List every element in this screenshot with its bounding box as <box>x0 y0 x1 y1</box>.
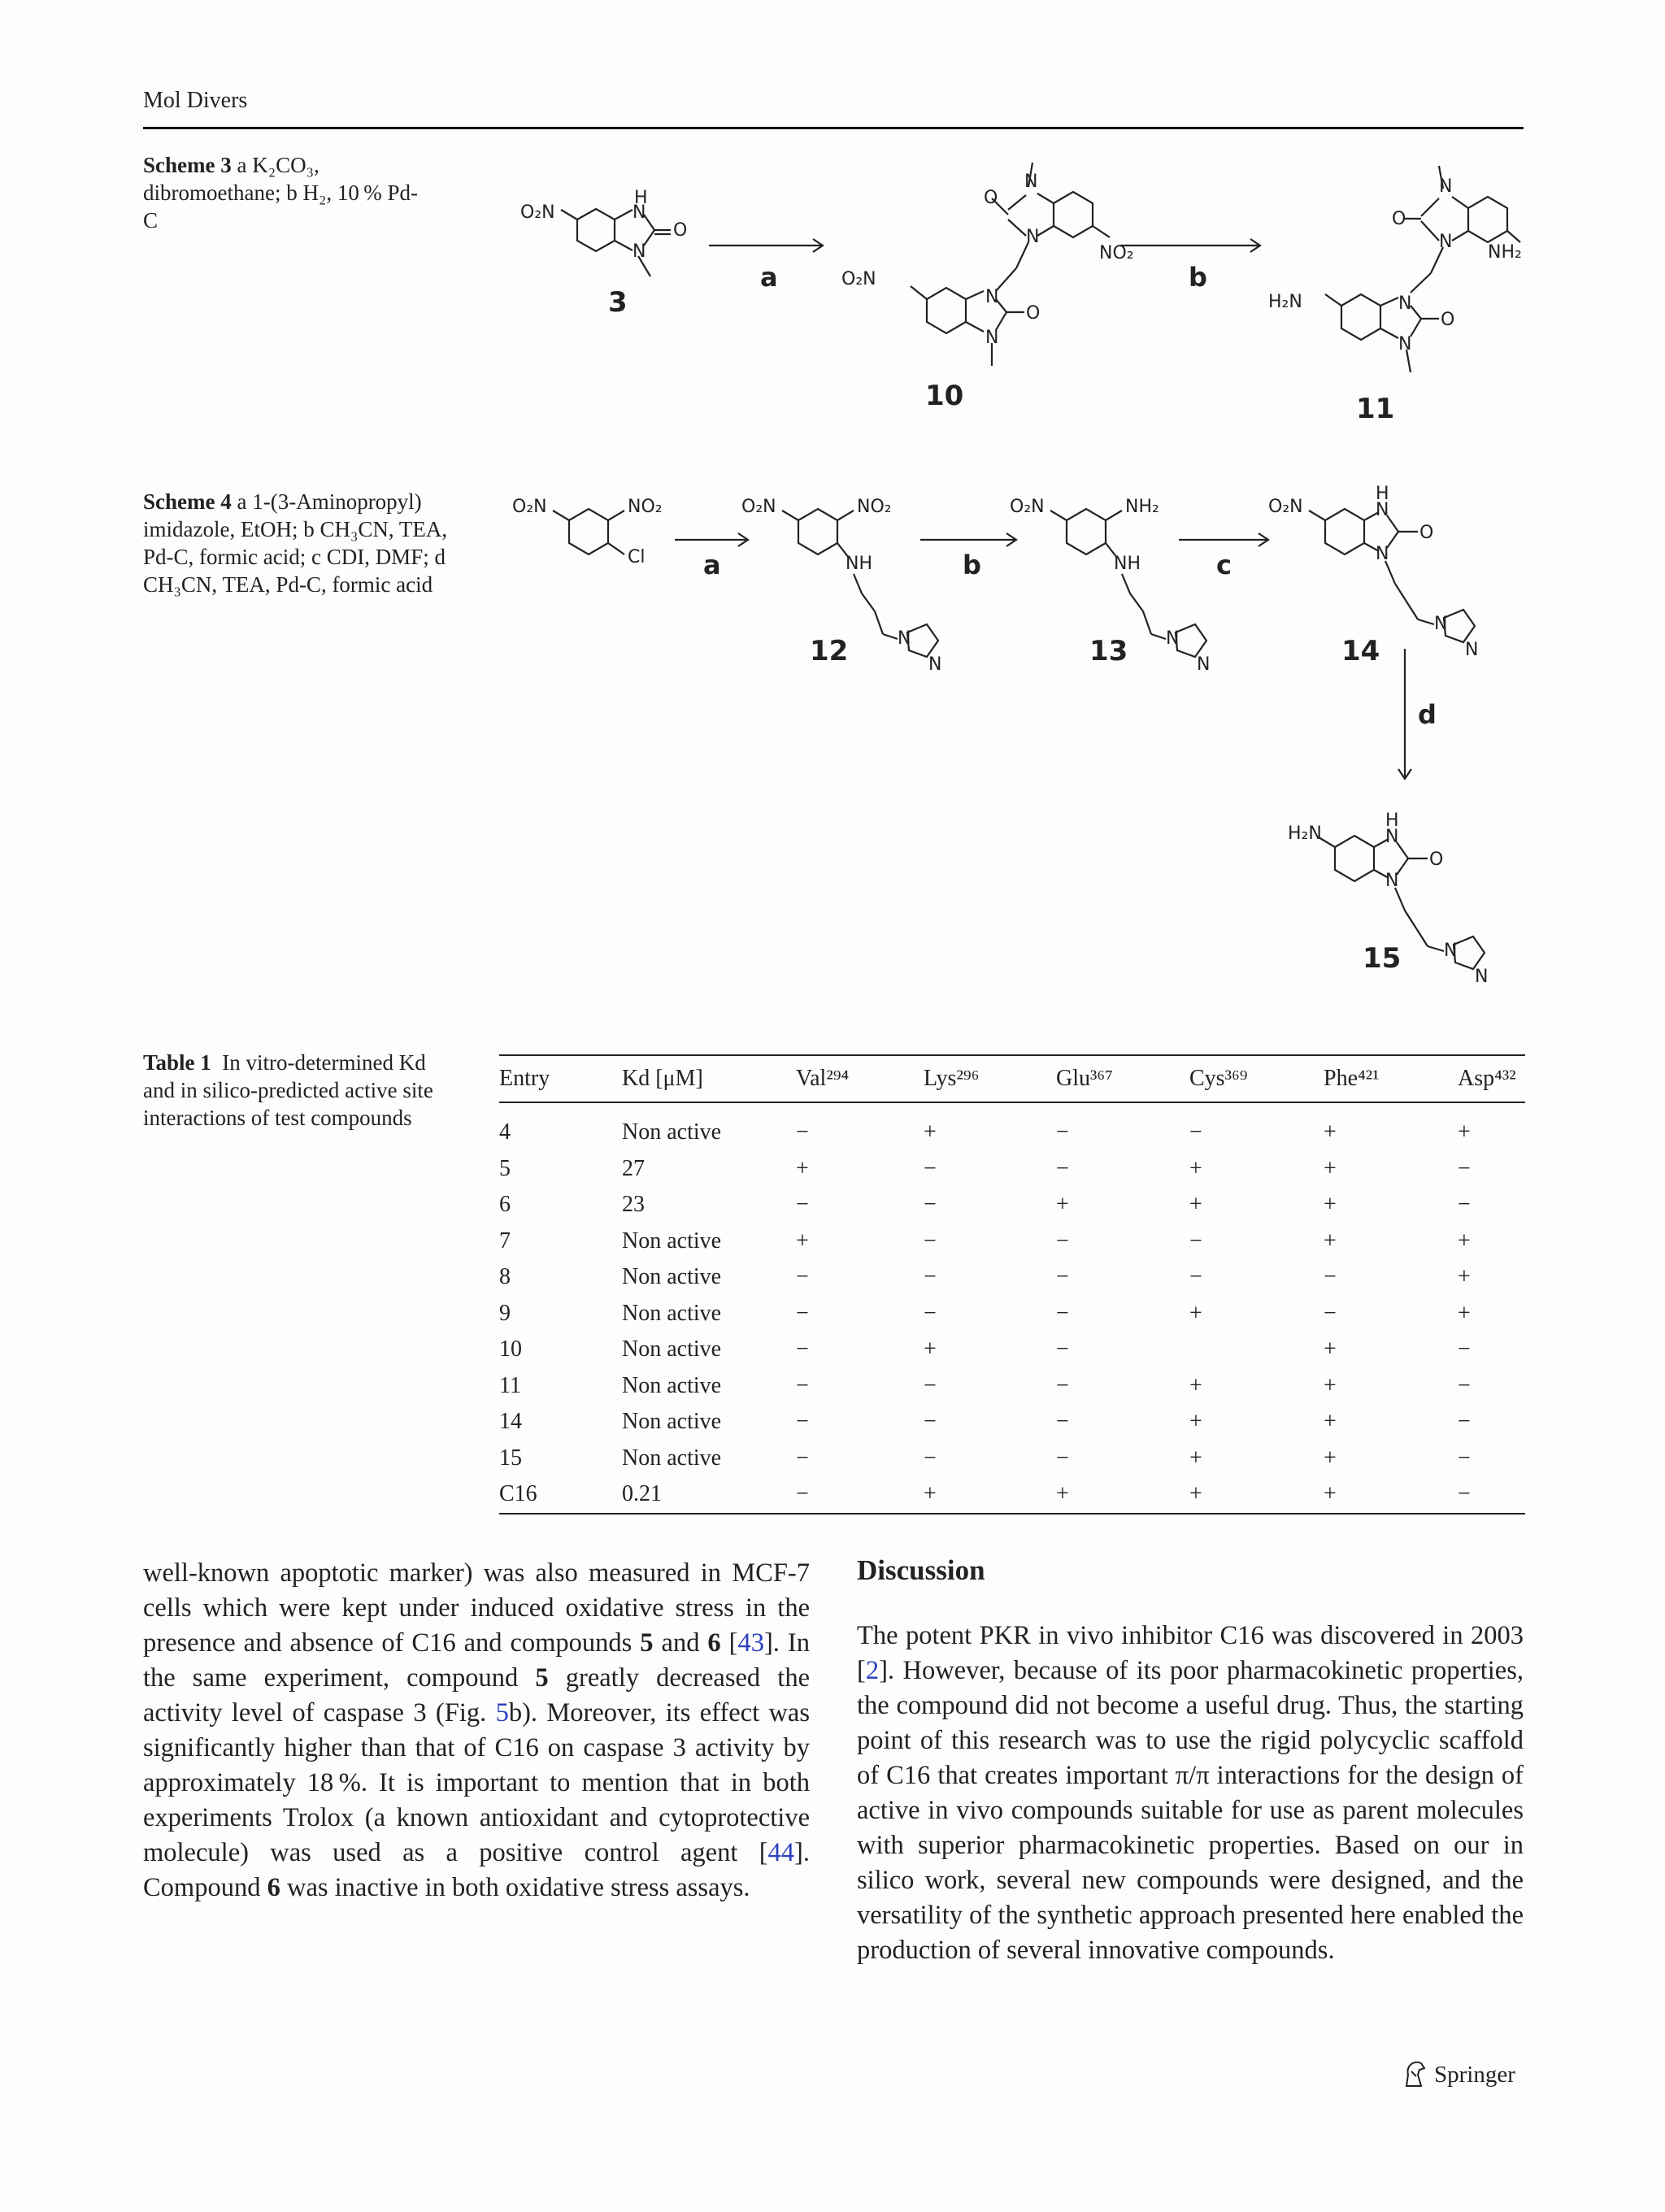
n-label: N <box>898 628 911 649</box>
interaction-cell: + <box>1324 1409 1337 1435</box>
n-label: N <box>1475 967 1489 987</box>
publisher-name: Springer <box>1434 2061 1515 2088</box>
table-row <box>499 1296 1525 1332</box>
o-label: O <box>1429 850 1444 870</box>
interaction-cell: + <box>1458 1119 1471 1145</box>
scheme4-figure <box>504 480 1528 1000</box>
nh2-label: NH₂ <box>1125 497 1159 517</box>
citation-link[interactable]: 2 <box>865 1656 880 1685</box>
table1-caption <box>143 1049 452 1132</box>
interaction-cell: − <box>924 1192 937 1218</box>
interaction-cell: − <box>1458 1481 1471 1507</box>
interaction-cell: + <box>1458 1300 1471 1326</box>
table-row <box>499 1187 1525 1223</box>
kd-cell: 0.21 <box>622 1481 662 1507</box>
interaction-cell: − <box>924 1228 937 1254</box>
n-label: N <box>1398 293 1412 314</box>
compound-13-structure <box>1010 497 1210 675</box>
n-label: N <box>1439 232 1453 252</box>
step-label-d: d <box>1418 699 1437 730</box>
entry-cell: 8 <box>499 1264 511 1290</box>
no2-label: NO₂ <box>857 497 892 517</box>
interaction-cell: − <box>796 1336 809 1362</box>
citation-link[interactable]: 43 <box>737 1628 764 1658</box>
table-row <box>499 1259 1525 1296</box>
interaction-cell: + <box>1189 1155 1202 1181</box>
compound-14-structure <box>1268 484 1478 667</box>
interaction-cell: + <box>1324 1372 1337 1398</box>
interaction-cell <box>1189 1332 1324 1368</box>
interaction-cell: + <box>1324 1445 1337 1471</box>
interaction-cell: + <box>1189 1445 1202 1471</box>
text-run: The potent PKR in vivo inhibitor C16 was discovered in 2003 [ <box>857 1621 1524 1685</box>
interaction-cell: − <box>1056 1119 1069 1145</box>
interaction-cell: − <box>796 1264 809 1290</box>
entry-cell: 14 <box>499 1409 522 1435</box>
paragraph <box>143 1556 810 1906</box>
o-label: O <box>673 220 688 241</box>
interaction-cell: + <box>796 1155 809 1181</box>
interaction-cell: + <box>1189 1372 1202 1398</box>
entry-cell: 4 <box>499 1119 511 1145</box>
nh2-label: NH₂ <box>1488 242 1522 263</box>
n-label: N <box>633 202 646 223</box>
compound-number-12: 12 <box>810 635 849 667</box>
interaction-cell: + <box>1324 1155 1337 1181</box>
h2n-label: H₂N <box>1288 824 1322 844</box>
scheme3-caption <box>143 151 420 234</box>
scheme3-text: a K₂CO₃, dibromoethane; b H₂, 10 % Pd-C <box>143 153 419 232</box>
o-label: O <box>1419 523 1434 543</box>
starting-material-structure <box>512 497 663 567</box>
interaction-cell: − <box>924 1409 937 1435</box>
scheme3-figure <box>504 146 1528 423</box>
n-label: N <box>1376 544 1389 564</box>
table-row <box>499 1223 1525 1260</box>
journal-header: Mol Divers <box>143 88 248 113</box>
n-label: N <box>633 241 646 262</box>
table-header-row <box>499 1056 1525 1102</box>
entry-cell: 7 <box>499 1228 511 1254</box>
interaction-cell: − <box>1056 1372 1069 1398</box>
compound-number-13: 13 <box>1089 635 1128 667</box>
n-label: N <box>1376 500 1389 520</box>
interaction-cell: − <box>796 1300 809 1326</box>
interaction-cell: − <box>1458 1155 1471 1181</box>
interaction-cell: − <box>796 1119 809 1145</box>
compound-number-11: 11 <box>1356 393 1395 423</box>
table-row <box>499 1404 1525 1441</box>
n-label: N <box>1385 871 1399 891</box>
interaction-cell: − <box>1056 1228 1069 1254</box>
n-label: N <box>1166 628 1180 649</box>
column-header: Phe⁴²¹ <box>1324 1066 1380 1091</box>
text-run: b). Moreover, its effect was significantly higher than that of C16 on caspase 3 activity by approximately 18 %. It is important to mention that in both experiments Trolox (a known antioxidant and cytoprotective molecule) was used as a positive control agent [ <box>143 1698 811 1867</box>
h-label: H <box>634 188 648 208</box>
interaction-cell: − <box>924 1300 937 1326</box>
interaction-cell: + <box>1056 1192 1069 1218</box>
kd-cell: 23 <box>622 1192 645 1218</box>
o-label: O <box>1392 209 1406 229</box>
data-table <box>499 1056 1525 1513</box>
interaction-cell: − <box>796 1481 809 1507</box>
text-run: greatly decreased the activity level of caspase 3 (Fig. <box>143 1663 810 1727</box>
entry-cell: 11 <box>499 1372 521 1398</box>
compound-ref: 6 <box>707 1628 721 1658</box>
interaction-cell: + <box>1189 1409 1202 1435</box>
interaction-cell: − <box>1458 1192 1471 1218</box>
interaction-cell: − <box>1189 1264 1202 1290</box>
scheme4-label: Scheme 4 <box>143 489 232 514</box>
interaction-cell: − <box>1458 1336 1471 1362</box>
o2n-label: O₂N <box>1268 497 1303 517</box>
interaction-cell: + <box>1324 1119 1337 1145</box>
interaction-cell: + <box>924 1481 937 1507</box>
n-label: N <box>985 287 999 307</box>
kd-cell: Non active <box>622 1264 722 1290</box>
interaction-cell: − <box>924 1372 937 1398</box>
scheme3-label: Scheme 3 <box>143 153 232 177</box>
interaction-cell: − <box>924 1155 937 1181</box>
n-label: N <box>1444 941 1458 961</box>
kd-cell: Non active <box>622 1445 722 1471</box>
table-row <box>499 1332 1525 1368</box>
h-label: H <box>1376 484 1389 504</box>
text-run: ]. In the same experiment, compound <box>143 1628 810 1693</box>
no2-label: NO₂ <box>628 497 663 517</box>
compound-number-14: 14 <box>1341 635 1380 667</box>
column-header: Entry <box>499 1066 550 1091</box>
interaction-cell: − <box>1458 1409 1471 1435</box>
interaction-cell: − <box>796 1445 809 1471</box>
interaction-cell: − <box>1056 1409 1069 1435</box>
o2n-label: O₂N <box>741 497 776 517</box>
interaction-cell: − <box>1458 1445 1471 1471</box>
step-label-a: a <box>703 550 721 580</box>
interaction-cell: − <box>1056 1155 1069 1181</box>
left-column-text <box>143 1556 810 1906</box>
paragraph <box>857 1619 1524 1968</box>
table1 <box>499 1054 1525 1515</box>
cl-label: Cl <box>628 547 646 567</box>
n-label: N <box>1026 227 1040 247</box>
interaction-cell: + <box>1458 1228 1471 1254</box>
step-label-b: b <box>1189 262 1207 293</box>
step-label-a: a <box>760 262 778 293</box>
kd-cell: Non active <box>622 1372 722 1398</box>
interaction-cell: + <box>1056 1481 1069 1507</box>
o-label: O <box>1441 310 1455 330</box>
interaction-cell: − <box>1189 1119 1202 1145</box>
interaction-cell: − <box>1324 1264 1337 1290</box>
compound-number-15: 15 <box>1363 942 1402 975</box>
text-run: ]. Compound <box>143 1838 810 1902</box>
right-column-text <box>857 1553 1524 1968</box>
n-label: N <box>1434 614 1448 634</box>
kd-cell: Non active <box>622 1409 722 1435</box>
text-run: and <box>653 1628 708 1658</box>
interaction-cell: + <box>1324 1228 1337 1254</box>
no2-label: NO₂ <box>1099 243 1134 263</box>
table-row <box>499 1102 1525 1151</box>
compound-10-structure <box>841 163 1134 412</box>
text-run: well-known apoptotic marker) was also measured in MCF-7 cells which were kept under induced oxidative stress in the presence and absence of C16 and compounds <box>143 1558 810 1658</box>
figure-link[interactable]: 5 <box>495 1698 509 1727</box>
n-label: N <box>1439 176 1453 197</box>
step-label-b: b <box>963 550 981 580</box>
interaction-cell: + <box>1189 1300 1202 1326</box>
column-header: Lys²⁹⁶ <box>924 1066 980 1091</box>
o2n-label: O₂N <box>520 202 555 223</box>
scheme4-text: a 1-(3-Aminopropyl) imidazole, EtOH; b CH₃CN, TEA, Pd-C, formic acid; c CDI, DMF; d CH₃CN, TEA, Pd-C, formic acid <box>143 489 448 597</box>
entry-cell: 10 <box>499 1336 522 1362</box>
interaction-cell: − <box>1189 1228 1202 1254</box>
compound-3-structure <box>520 188 687 319</box>
compound-ref: 5 <box>535 1663 549 1693</box>
compound-15-structure <box>1288 810 1488 987</box>
n-label: N <box>1465 640 1479 660</box>
table1-label: Table 1 <box>143 1050 211 1075</box>
citation-link[interactable]: 44 <box>767 1838 795 1867</box>
compound-number-10: 10 <box>925 380 964 412</box>
interaction-cell: − <box>1056 1445 1069 1471</box>
kd-cell: Non active <box>622 1228 722 1254</box>
table-bottom-rule <box>499 1513 1525 1515</box>
text-run: was inactive in both oxidative stress assays. <box>280 1873 750 1902</box>
compound-12-structure <box>741 497 941 675</box>
table-row <box>499 1476 1525 1513</box>
interaction-cell: − <box>1458 1372 1471 1398</box>
n-label: N <box>1024 172 1038 192</box>
section-heading-discussion: Discussion <box>857 1554 985 1586</box>
entry-cell: 6 <box>499 1192 511 1218</box>
table-row <box>499 1368 1525 1405</box>
interaction-cell: + <box>1458 1264 1471 1290</box>
interaction-cell: − <box>796 1372 809 1398</box>
interaction-cell: − <box>796 1409 809 1435</box>
n-label: N <box>928 654 942 675</box>
scheme4-caption <box>143 488 460 598</box>
interaction-cell: − <box>796 1192 809 1218</box>
compound-ref: 5 <box>640 1628 654 1658</box>
interaction-cell: + <box>924 1119 937 1145</box>
h2n-label: H₂N <box>1268 292 1302 312</box>
kd-cell: Non active <box>622 1119 722 1145</box>
interaction-cell: + <box>796 1228 809 1254</box>
publisher-logo <box>1400 2060 1515 2089</box>
table-row <box>499 1441 1525 1477</box>
interaction-cell: − <box>1056 1336 1069 1362</box>
interaction-cell: − <box>1056 1300 1069 1326</box>
interaction-cell: − <box>1056 1264 1069 1290</box>
interaction-cell: − <box>924 1445 937 1471</box>
entry-cell: 9 <box>499 1300 511 1326</box>
column-header: Cys³⁶⁹ <box>1189 1066 1248 1091</box>
n-label: N <box>1385 827 1399 847</box>
column-header: Asp⁴³² <box>1458 1066 1516 1091</box>
o2n-label: O₂N <box>841 269 876 289</box>
o-label: O <box>984 188 998 208</box>
compound-number-3: 3 <box>608 286 628 319</box>
entry-cell: 15 <box>499 1445 522 1471</box>
kd-cell: Non active <box>622 1336 722 1362</box>
interaction-cell: − <box>1324 1300 1337 1326</box>
nh-label: NH <box>846 554 872 574</box>
h-label: H <box>1385 810 1399 831</box>
column-header: Kd [μM] <box>622 1066 703 1091</box>
compound-11-structure <box>1268 166 1522 423</box>
interaction-cell: + <box>924 1336 937 1362</box>
column-header: Val²⁹⁴ <box>796 1066 850 1091</box>
kd-cell: 27 <box>622 1155 645 1181</box>
interaction-cell: + <box>1324 1192 1337 1218</box>
interaction-cell: + <box>1189 1481 1202 1507</box>
o-label: O <box>1026 303 1041 324</box>
column-header: Glu³⁶⁷ <box>1056 1066 1113 1091</box>
n-label: N <box>1398 334 1412 354</box>
n-label: N <box>1197 654 1211 675</box>
interaction-cell: + <box>1189 1192 1202 1218</box>
o2n-label: O₂N <box>512 497 547 517</box>
entry-cell: C16 <box>499 1481 537 1507</box>
interaction-cell: − <box>924 1264 937 1290</box>
interaction-cell: + <box>1324 1481 1337 1507</box>
interaction-cell: + <box>1324 1336 1337 1362</box>
text-run: ]. However, because of its poor pharmacokinetic properties, the compound did not become a useful drug. Thus, the starting point of this research was to use the rigid polycyclic scaffold of C16 that creates important π/π interactions for the design of active in vivo compounds suitable for use as parent molecules with superior pharmacokinetic properties. Based on our in silico work, several new compounds were designed, and the versatility of the synthetic approach presented here enabled the production of several innovative compounds. <box>857 1656 1524 1965</box>
header-rule <box>143 127 1524 129</box>
table1-caption-text: In vitro-determined Kd and in silico-predicted active site interactions of test compounds <box>143 1050 433 1130</box>
n-label: N <box>985 328 999 348</box>
text-run: [ <box>720 1628 738 1658</box>
springer-horse-icon <box>1400 2060 1428 2089</box>
compound-ref: 6 <box>267 1873 280 1902</box>
table-row <box>499 1151 1525 1188</box>
entry-cell: 5 <box>499 1155 511 1181</box>
nh-label: NH <box>1114 554 1141 574</box>
kd-cell: Non active <box>622 1300 722 1326</box>
table-body <box>499 1102 1525 1513</box>
step-label-c: c <box>1216 550 1232 580</box>
o2n-label: O₂N <box>1010 497 1045 517</box>
